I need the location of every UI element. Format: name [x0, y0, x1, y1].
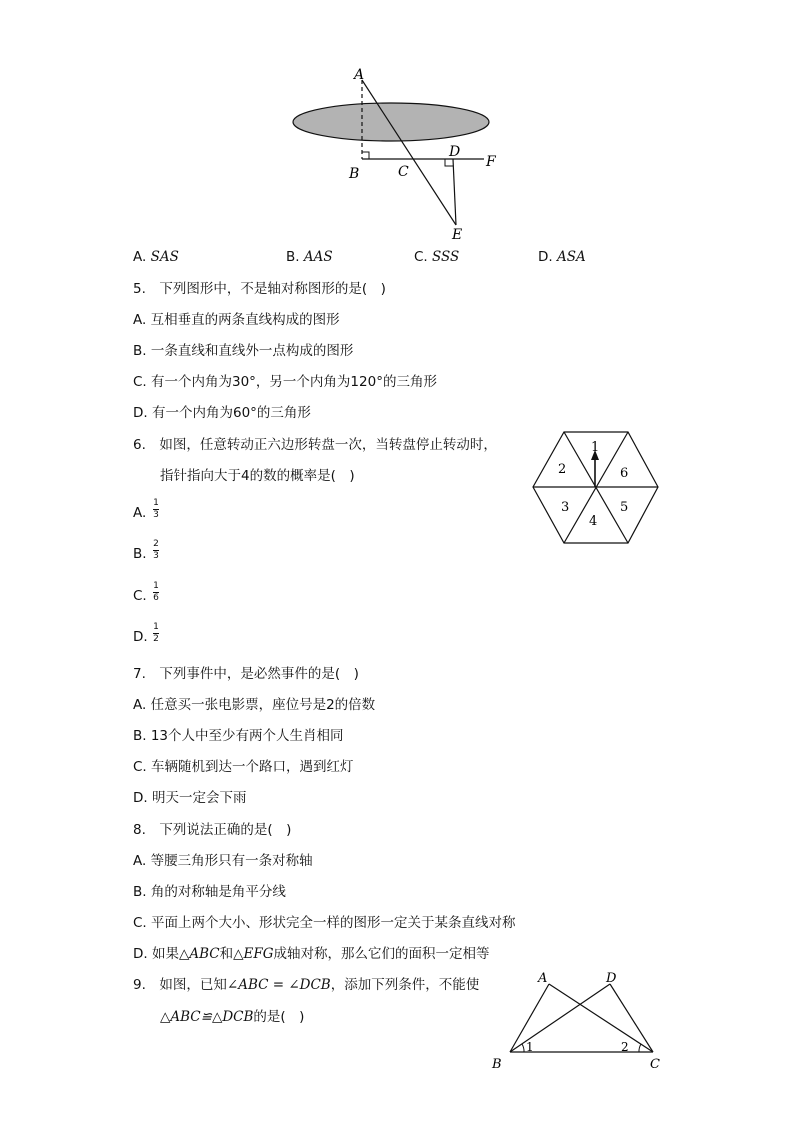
question-4-figure [280, 62, 510, 244]
q6-stem-line2: 指针指向大于4的数的概率是( ) [160, 468, 355, 484]
q7-option-a[interactable]: A. 任意买一张电影票，座位号是2的倍数 [133, 697, 376, 713]
q7-stem: 7. 下列事件中，是必然事件的是( ) [133, 666, 359, 682]
q7-option-d[interactable]: D. 明天一定会下雨 [133, 790, 247, 806]
q6-option-c-fraction: 1 6 [153, 581, 159, 603]
spinner-number-4: 4 [589, 514, 598, 529]
q6-stem-line1: 6. 如图，任意转动正六边形转盘一次，当转盘停止转动时， [133, 437, 497, 453]
label-f: F [486, 154, 496, 170]
angle-label-1: 1 [526, 1040, 534, 1054]
q5-stem: 5. 下列图形中，不是轴对称图形的是( ) [133, 281, 386, 297]
label-a: A [538, 971, 548, 986]
q8-option-d[interactable]: D. 如果△ABC和△EFG成轴对称，那么它们的面积一定相等 [133, 946, 490, 962]
q6-option-d[interactable]: D. [133, 629, 148, 645]
question-9-figure [488, 966, 668, 1076]
q6-option-b-fraction: 2 3 [153, 539, 159, 561]
q6-option-a-fraction: 1 3 [153, 498, 159, 520]
spinner-number-5: 5 [620, 500, 629, 515]
segment-bd [510, 984, 610, 1052]
q5-option-c[interactable]: C. 有一个内角为30°，另一个内角为120°的三角形 [133, 374, 437, 390]
label-c: C [650, 1057, 660, 1072]
q4-option-c[interactable]: C. SSS [414, 249, 460, 265]
q6-option-d-fraction: 1 2 [153, 622, 159, 644]
q9-stem-line2: △ABC≌△DCB的是( ) [160, 1009, 305, 1025]
q6-option-b[interactable]: B. [133, 546, 147, 562]
label-b: B [349, 166, 360, 182]
q9-stem-line1: 9. 如图，已知∠ABC = ∠DCB，添加下列条件，不能使 [133, 977, 480, 993]
q8-option-b[interactable]: B. 角的对称轴是角平分线 [133, 884, 286, 900]
right-angle-b [362, 152, 369, 159]
q4-option-a[interactable]: A. SAS [133, 249, 179, 265]
label-c: C [398, 164, 409, 180]
q7-option-c[interactable]: C. 车辆随机到达一个路口，遇到红灯 [133, 759, 354, 775]
q8-stem: 8. 下列说法正确的是( ) [133, 822, 292, 838]
label-d: D [449, 144, 461, 160]
spinner-number-6: 6 [620, 466, 629, 481]
label-e: E [452, 227, 463, 243]
q8-option-c[interactable]: C. 平面上两个大小、形状完全一样的图形一定关于某条直线对称 [133, 915, 516, 931]
right-angle-d [445, 159, 453, 166]
line-de [453, 159, 456, 225]
angle-2-arc [639, 1044, 641, 1052]
q4-option-b[interactable]: B. AAS [286, 249, 333, 265]
q7-option-b[interactable]: B. 13个人中至少有两个人生肖相同 [133, 728, 344, 744]
angle-1-arc [522, 1044, 524, 1052]
pond-ellipse [293, 103, 489, 141]
q4-option-d[interactable]: D. ASA [538, 249, 586, 265]
q6-option-a[interactable]: A. [133, 505, 147, 521]
segment-dc [610, 984, 653, 1052]
q5-option-b[interactable]: B. 一条直线和直线外一点构成的图形 [133, 343, 354, 359]
hexagon-spinner-figure [526, 428, 662, 550]
q6-option-c[interactable]: C. [133, 588, 147, 604]
q5-option-a[interactable]: A. 互相垂直的两条直线构成的图形 [133, 312, 340, 328]
spinner-number-3: 3 [561, 500, 570, 515]
label-b: B [492, 1057, 502, 1072]
label-d: D [606, 971, 617, 986]
label-a: A [354, 67, 365, 83]
spinner-number-2: 2 [558, 462, 567, 477]
q8-option-a[interactable]: A. 等腰三角形只有一条对称轴 [133, 853, 313, 869]
line-ae [362, 80, 456, 225]
q5-option-d[interactable]: D. 有一个内角为60°的三角形 [133, 405, 311, 421]
angle-label-2: 2 [621, 1040, 629, 1054]
spinner-number-1: 1 [591, 440, 600, 455]
segment-ac [549, 984, 653, 1052]
